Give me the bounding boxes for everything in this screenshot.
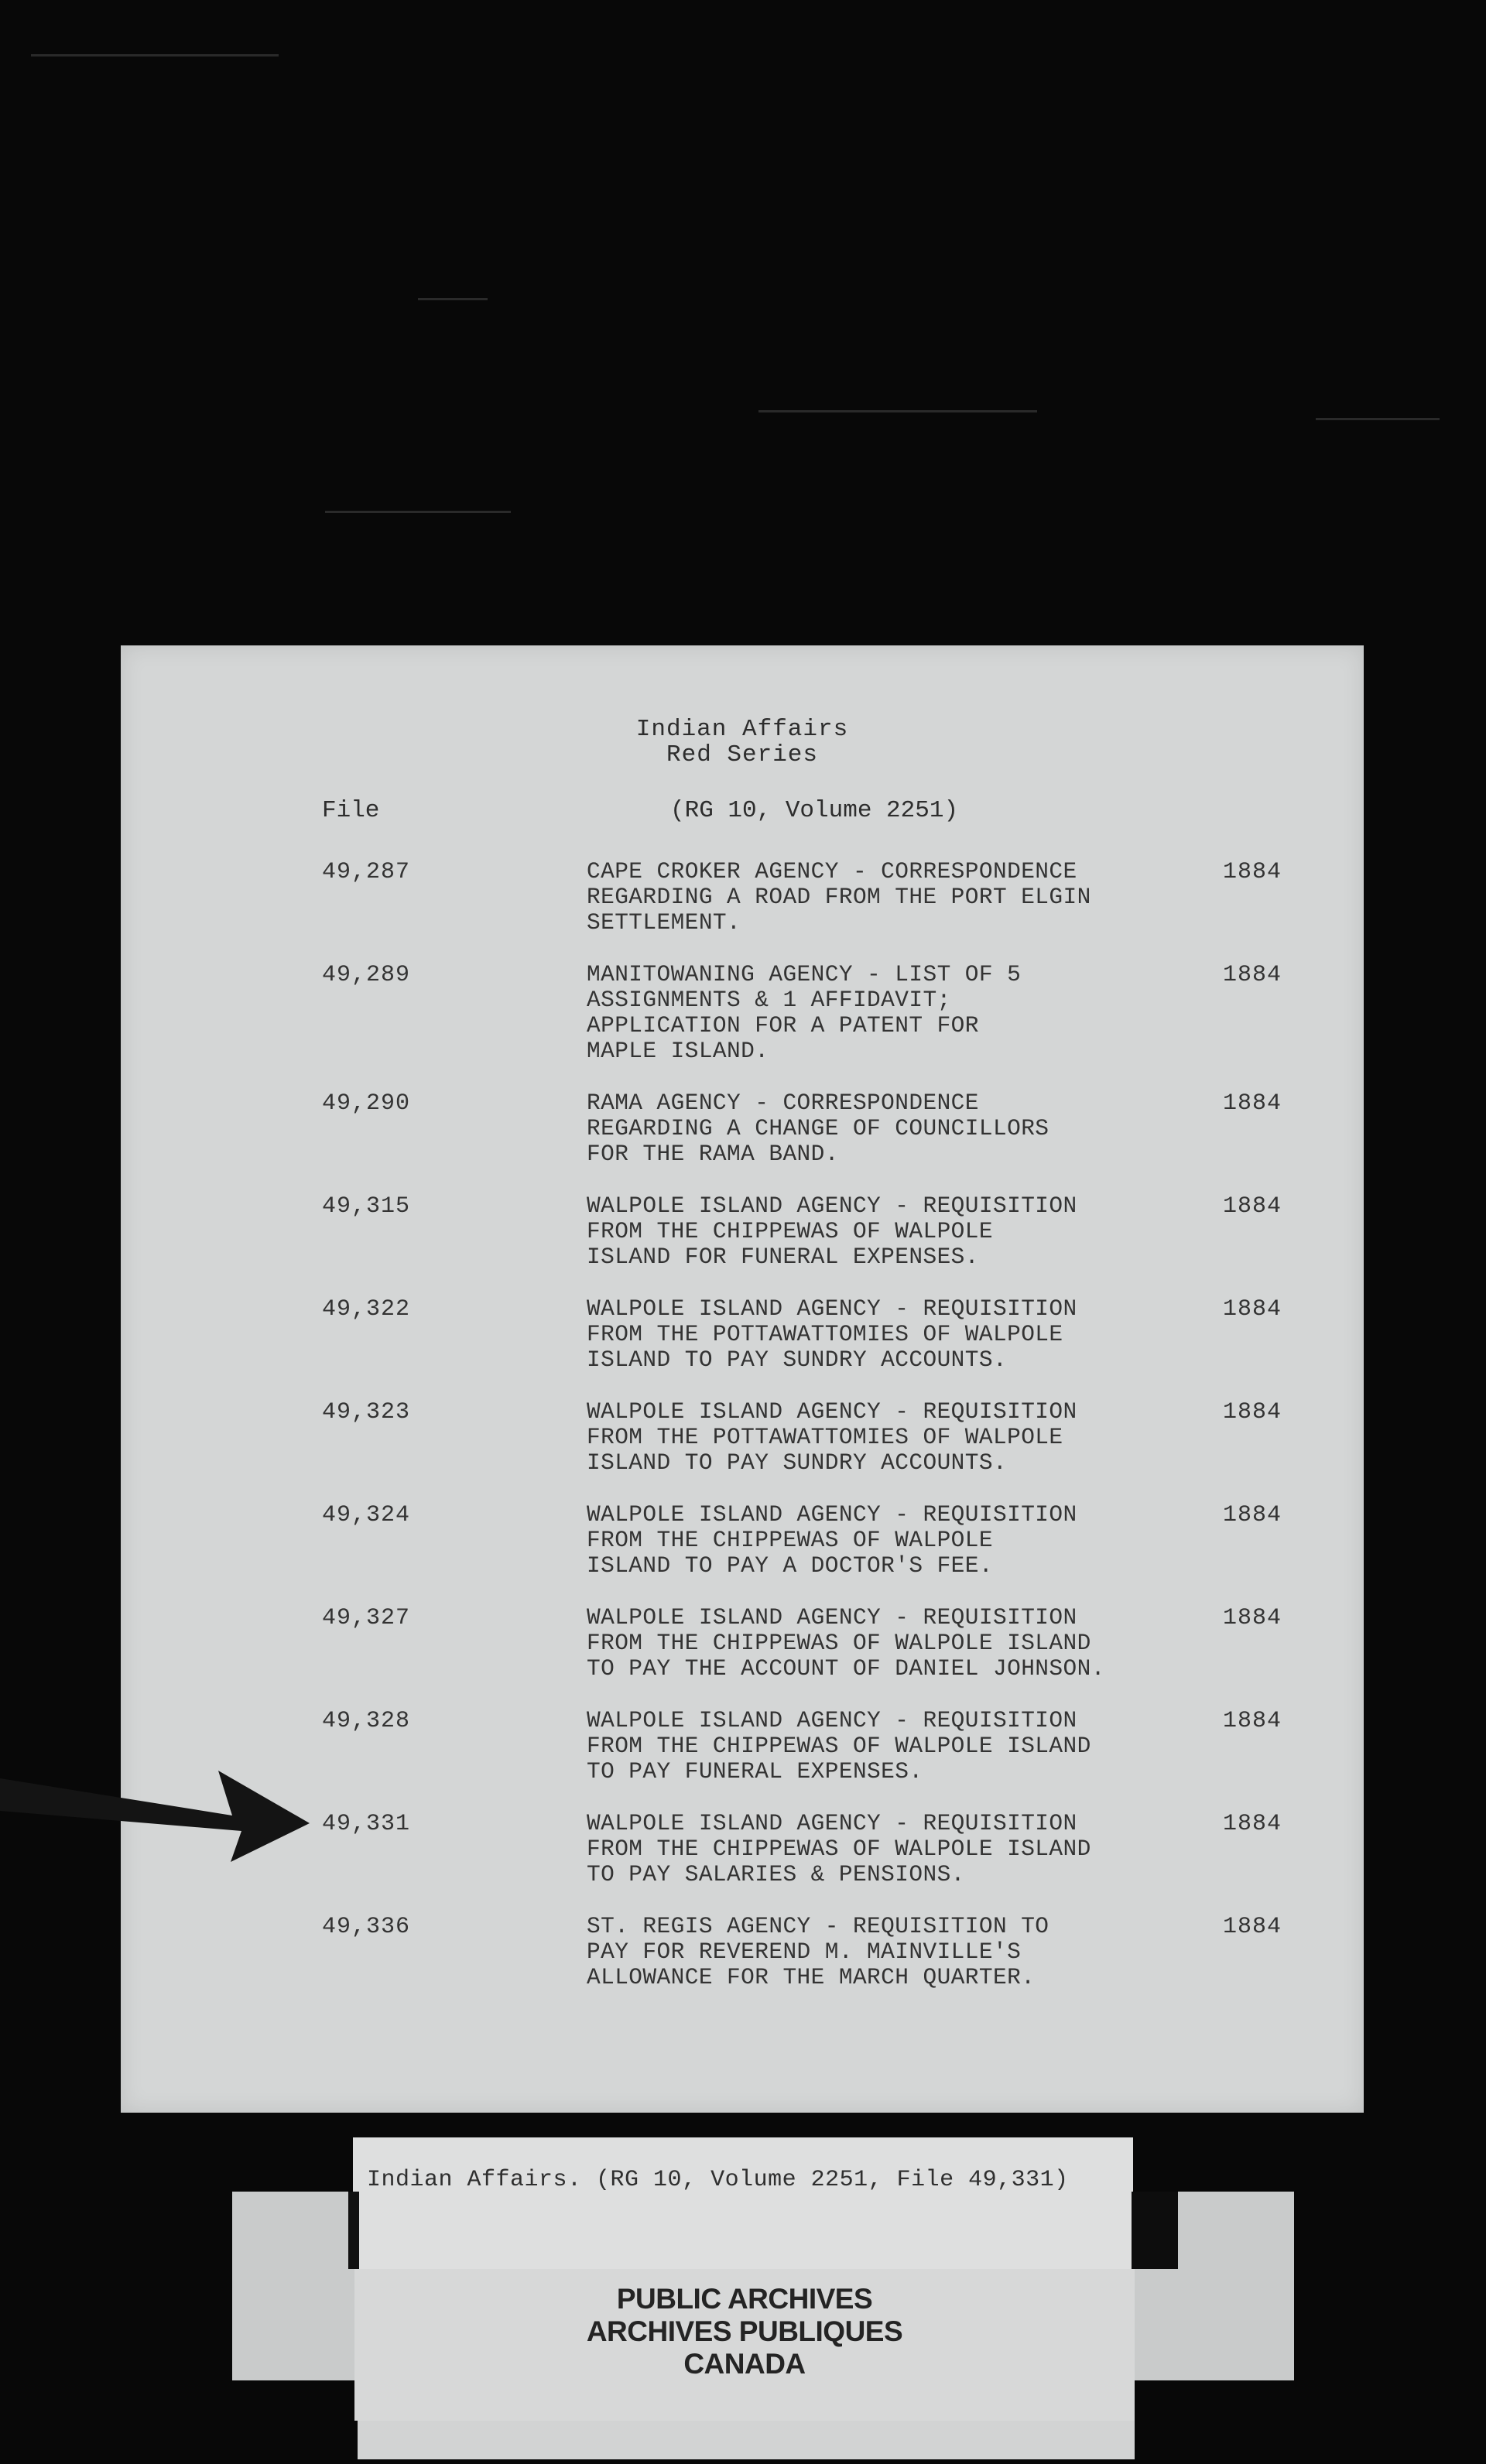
film-streak (1316, 418, 1440, 420)
file-year: 1884 (1223, 1914, 1282, 1940)
stamp-line: PUBLIC ARCHIVES (616, 2283, 873, 2315)
file-entry (121, 859, 1364, 962)
file-number: 49,290 (322, 1090, 411, 1117)
file-entry (121, 1296, 1364, 1399)
file-year: 1884 (1223, 1605, 1282, 1631)
tab-shadow (348, 2192, 359, 2269)
file-description: WALPOLE ISLAND AGENCY - REQUISITION FROM THE POTTAWATTOMIES OF WALPOLE ISLAND TO PAY SUNDRY ACCOUNTS. (587, 1295, 1077, 1373)
file-description: WALPOLE ISLAND AGENCY - REQUISITION FROM THE CHIPPEWAS OF WALPOLE ISLAND TO PAY A DOCTOR'S FEE. (587, 1501, 1077, 1579)
file-description: WALPOLE ISLAND AGENCY - REQUISITION FROM THE POTTAWATTOMIES OF WALPOLE ISLAND TO PAY SUNDRY ACCOUNTS. (587, 1398, 1077, 1476)
file-year: 1884 (1223, 1811, 1282, 1837)
document-title: Indian Affairs (635, 716, 849, 743)
file-year: 1884 (1223, 1502, 1282, 1528)
file-year: 1884 (1223, 1090, 1282, 1117)
file-number: 49,322 (322, 1296, 411, 1323)
file-entry (121, 1502, 1364, 1605)
file-description: WALPOLE ISLAND AGENCY - REQUISITION FROM THE CHIPPEWAS OF WALPOLE ISLAND TO PAY SALARIES & PENSIONS. (587, 1810, 1091, 1887)
file-caption: Indian Affairs. (RG 10, Volume 2251, File 49,331) (367, 2167, 1069, 2193)
document-subtitle: Red Series (666, 741, 819, 768)
file-entry (121, 1090, 1364, 1193)
file-entry (121, 1193, 1364, 1296)
film-streak (758, 410, 1037, 412)
file-number: 49,324 (322, 1502, 411, 1528)
file-number: 49,323 (322, 1399, 411, 1425)
document-page (121, 645, 1364, 2113)
tab-shadow (1132, 2192, 1178, 2269)
file-number: 49,289 (322, 962, 411, 988)
file-year: 1884 (1223, 1296, 1282, 1323)
file-year: 1884 (1223, 1708, 1282, 1734)
file-year: 1884 (1223, 962, 1282, 988)
file-number: 49,315 (322, 1193, 411, 1220)
volume-reference: (RG 10, Volume 2251) (670, 797, 959, 824)
file-description: ST. REGIS AGENCY - REQUISITION TO PAY FOR REVEREND M. MAINVILLE'S ALLOWANCE FOR THE MARCH QUARTER. (587, 1913, 1049, 1990)
file-number: 49,287 (322, 859, 411, 885)
film-streak (325, 511, 511, 513)
stamp-line: CANADA (683, 2348, 806, 2380)
file-year: 1884 (1223, 1399, 1282, 1425)
file-description: WALPOLE ISLAND AGENCY - REQUISITION FROM THE CHIPPEWAS OF WALPOLE ISLAND TO PAY THE ACCOUNT OF DANIEL JOHNSON. (587, 1604, 1105, 1682)
file-entry (121, 1605, 1364, 1708)
file-number: 49,331 (322, 1811, 411, 1837)
file-year: 1884 (1223, 1193, 1282, 1220)
file-entry (121, 1914, 1364, 2017)
file-description: WALPOLE ISLAND AGENCY - REQUISITION FROM THE CHIPPEWAS OF WALPOLE ISLAND FOR FUNERAL EXPENSES. (587, 1193, 1077, 1270)
archive-stamp (354, 2283, 1135, 2380)
stamp-line: ARCHIVES PUBLIQUES (586, 2315, 903, 2347)
file-entry (121, 962, 1364, 1090)
file-number: 49,327 (322, 1605, 411, 1631)
file-description: CAPE CROKER AGENCY - CORRESPONDENCE REGARDING A ROAD FROM THE PORT ELGIN SETTLEMENT. (587, 858, 1091, 936)
file-year: 1884 (1223, 859, 1282, 885)
caption-strip (353, 2137, 1133, 2269)
bottom-strip (358, 2421, 1135, 2459)
pointer-arrow-icon (0, 1757, 317, 1865)
film-streak (31, 54, 279, 56)
file-number: 49,328 (322, 1708, 411, 1734)
film-streak (418, 298, 488, 300)
file-number: 49,336 (322, 1914, 411, 1940)
file-description: MANITOWANING AGENCY - LIST OF 5 ASSIGNMENTS & 1 AFFIDAVIT; APPLICATION FOR A PATENT FOR MAPLE ISLAND. (587, 961, 1022, 1064)
file-description: RAMA AGENCY - CORRESPONDENCE REGARDING A CHANGE OF COUNCILLORS FOR THE RAMA BAND. (587, 1090, 1049, 1167)
file-column-label: File (322, 797, 380, 824)
file-description: WALPOLE ISLAND AGENCY - REQUISITION FROM THE CHIPPEWAS OF WALPOLE ISLAND TO PAY FUNERAL EXPENSES. (587, 1707, 1091, 1785)
file-entry (121, 1399, 1364, 1502)
